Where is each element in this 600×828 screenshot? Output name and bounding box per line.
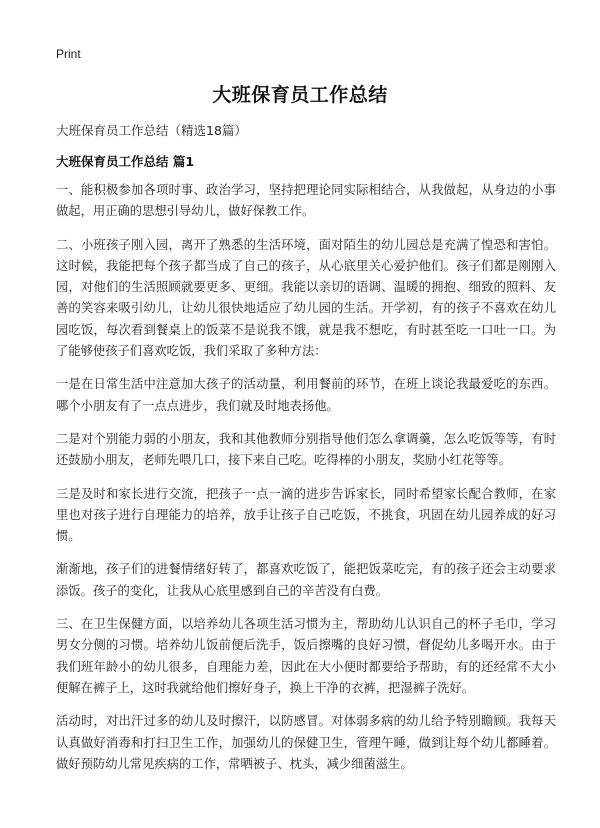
section-heading: 大班保育员工作总结 篇1 (56, 154, 195, 169)
paragraph: 活动时，对出汗过多的幼儿及时擦汗，以防感冒。对体弱多病的幼儿给予特别瞻顾。我每天认真做好消毒和打扫卫生工作，加强幼儿的保健卫生，管理午睡，做到让每个幼儿都睡着。做好预防幼儿常见疾病的工作，常晒被子、枕头，减少细菌滋生。 (56, 714, 556, 771)
paragraph: 三是及时和家长进行交流，把孩子一点一滴的进步告诉家长，同时希望家长配合教师，在家里也对孩子进行自理能力的培养，放手让孩子自己吃饭，不挑食，巩固在幼儿园养成的好习惯。 (56, 486, 556, 544)
paragraph: 二是对个别能力弱的小朋友，我和其他教师分别指导他们怎么拿调羹，怎么吃饭等等，有时还鼓励小朋友，老师先喂几口，接下来自己吃。吃得棒的小朋友，奖励小红花等等。 (56, 431, 556, 468)
paragraph: 一是在日常生活中注意加大孩子的活动量，利用餐前的环节，在班上谈论我最爱吃的东西。哪个小朋友有了一点点进步，我们就及时地表扬他。 (56, 377, 556, 413)
document-body (56, 180, 556, 787)
print-link[interactable]: Print (56, 47, 81, 61)
paragraph: 二、小班孩子刚入园，离开了熟悉的生活环境，面对陌生的幼儿园总是充满了惶恐和害怕。这时候，我能把每个孩子都当成了自己的孩子，从心底里关心爱护他们。孩子们都是刚刚入园，对他们的生活照顾就要更多、更细。我能以亲切的语调、温暖的拥抱、细致的照料、友善的笑容来吸引幼儿，让幼儿很快地适应了幼儿园的生活。开学初，有的孩子不喜欢在幼儿园吃饭，每次看到餐桌上的饭菜不是说我不饿，就是我不想吃，有时甚至吃一口吐一口。为了能够使孩子们喜欢吃饭，我们采取了多种方法： (56, 237, 556, 359)
paragraph: 渐渐地，孩子们的进餐情绪好转了，都喜欢吃饭了，能把饭菜吃完，有的孩子还会主动要求添饭。孩子的变化，让我从心底里感到自己的辛苦没有白费。 (56, 562, 556, 598)
document-title: 大班保育员工作总结 (212, 84, 388, 106)
paragraph: 三、在卫生保健方面，以培养幼儿各项生活习惯为主，帮助幼儿认识自己的杯子毛巾，学习男女分侧的习惯。培养幼儿饭前便后洗手，饭后擦嘴的良好习惯，督促幼儿多喝开水。由于我们班年龄小的幼儿很多，自理能力差，因此在大小便时都要给予帮助，有的还经常不大小便解在裤子上，这时我就给他们擦好身子，换上干净的衣裤，把湿裤子洗好。 (56, 617, 556, 695)
document-subtitle: 大班保育员工作总结（精选18篇） (56, 123, 247, 138)
paragraph: 一、能积极参加各项时事、政治学习，坚持把理论同实际相结合，从我做起，从身边的小事做起，用正确的思想引导幼儿，做好保教工作。 (56, 183, 556, 219)
